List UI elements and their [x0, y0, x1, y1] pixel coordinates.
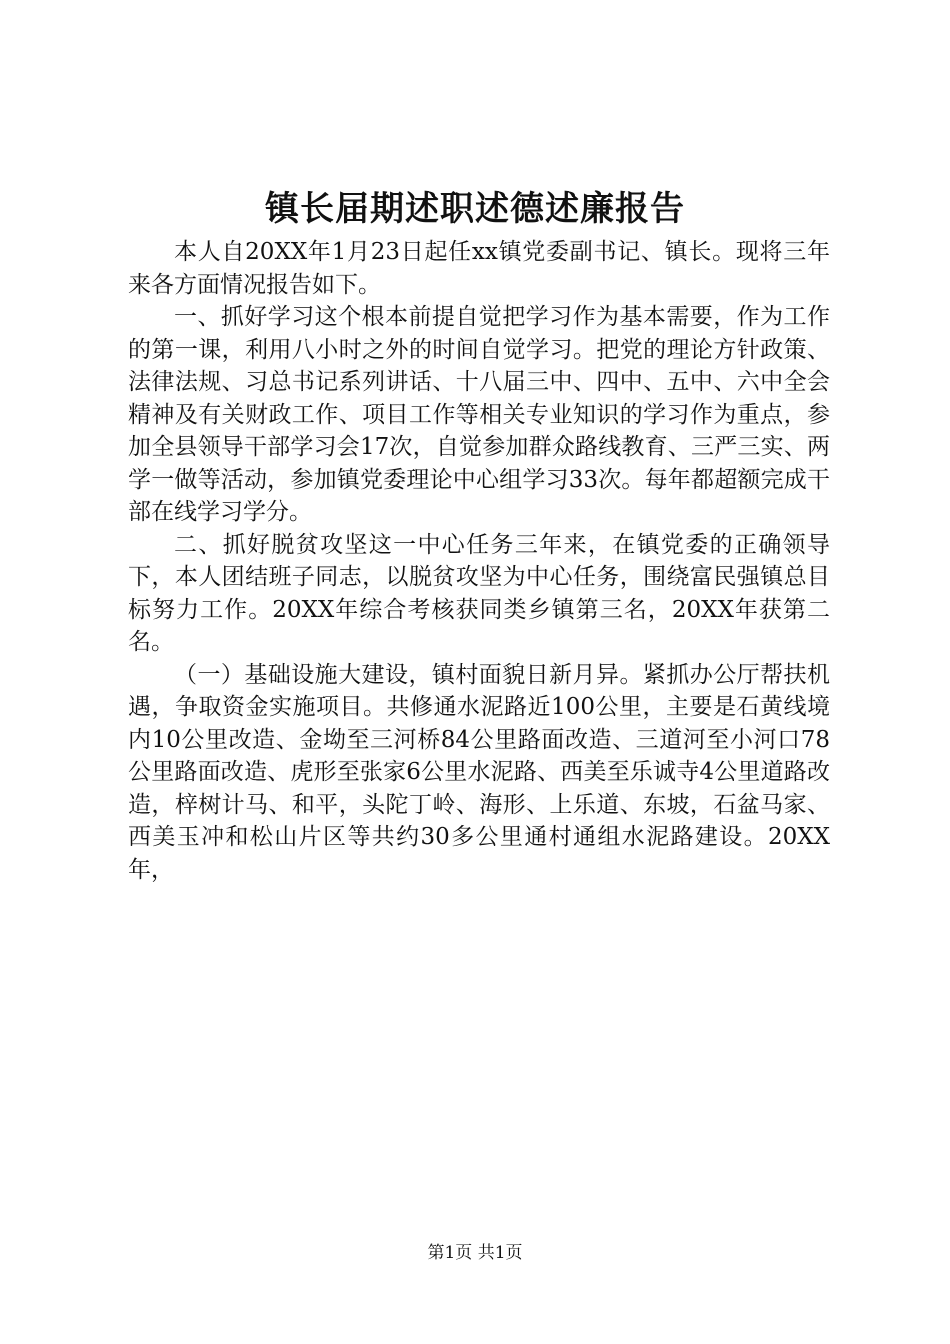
paragraph-study: 一、抓好学习这个根本前提自觉把学习作为基本需要，作为工作的第一课，利用八小时之外的时间自觉学习。把党的理论方针政策、法律法规、习总书记系列讲话、十八届三中、四中、五中、六中全会精神及有关财政工作、项目工作等相关专业知识的学习作为重点，参加全县领导干部学习会17次，自觉参加群众路线教育、三严三实、两学一做等活动，参加镇党委理论中心组学习33次。每年都超额完成干部在线学习学分。	[128, 304, 830, 525]
document-title: 镇长届期述职述德述廉报告	[265, 189, 685, 229]
page-footer: 第1页 共1页	[427, 1243, 523, 1263]
paragraph-intro: 本人自20XX年1月23日起任xx镇党委副书记、镇长。现将三年来各方面情况报告如下。	[128, 239, 830, 298]
paragraph-infrastructure: （一）基础设施大建设，镇村面貌日新月异。紧抓办公厅帮扶机遇，争取资金实施项目。共修通水泥路近100公里，主要是石黄线境内10公里改造、金坳至三河桥84公里路面改造、三道河至小河口78公里路面改造、虎形至张家6公里水泥路、西美至乐诚寺4公里道路改造，梓树计马、和平，头陀丁岭、海形、上乐道、东坡，石盆马家、西美玉冲和松山片区等共约30多公里通村通组水泥路建设。20XX年，	[128, 661, 830, 883]
document-body	[128, 236, 830, 886]
paragraph-poverty-alleviation: 二、抓好脱贫攻坚这一中心任务三年来，在镇党委的正确领导下，本人团结班子同志，以脱贫攻坚为中心任务，围绕富民强镇总目标努力工作。20XX年综合考核获同类乡镇第三名，20XX年获第二名。	[128, 531, 830, 655]
